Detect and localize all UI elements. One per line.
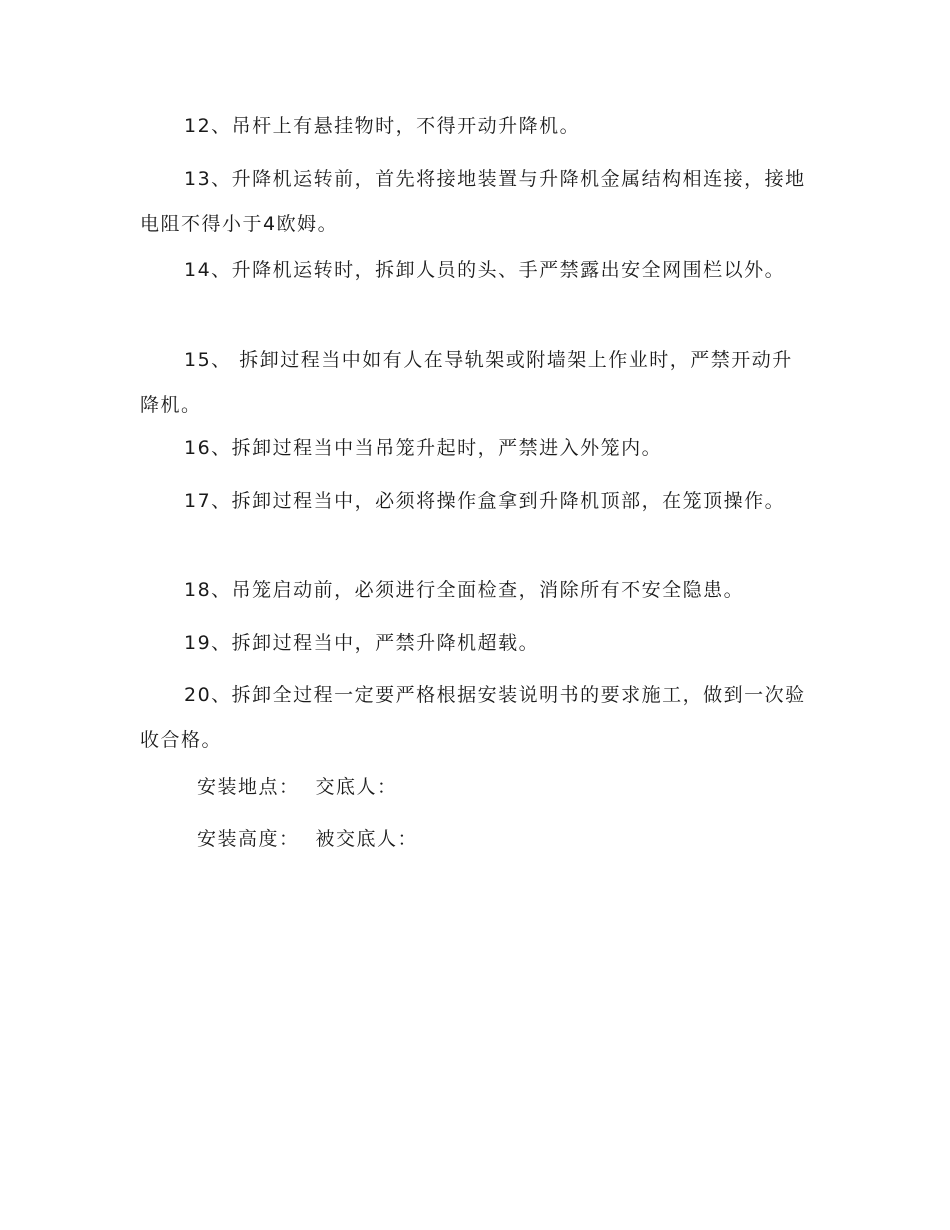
clause-12: 12、吊杆上有悬挂物时，不得开动升降机。 [184,115,581,137]
signature-row-location [197,772,398,802]
install-height-label: 安装高度： [197,828,300,850]
clause-19: 19、拆卸过程当中，严禁升降机超载。 [184,632,540,654]
recipient-person-label: 被交底人： [315,828,419,850]
handover-person-label: 交底人： [315,776,398,798]
clause-16: 16、拆卸过程当中当吊笼升起时，严禁进入外笼内。 [184,437,663,459]
clause-15: 15、 拆卸过程当中如有人在导轨架或附墙架上作业时，严禁开动升降机。 [140,349,793,416]
signature-row-height [197,824,418,854]
clause-14: 14、升降机运转时，拆卸人员的头、手严禁露出安全网围栏以外。 [184,259,786,281]
clause-18: 18、吊笼启动前，必须进行全面检查，消除所有不安全隐患。 [184,579,745,601]
clause-20: 20、拆卸全过程一定要严格根据安装说明书的要求施工，做到一次验收合格。 [140,684,806,751]
clause-13: 13、升降机运转前，首先将接地装置与升降机金属结构相连接，接地电阻不得小于4欧姆。 [140,168,806,235]
install-location-label: 安装地点： [197,776,300,798]
clause-17: 17、拆卸过程当中，必须将操作盒拿到升降机顶部，在笼顶操作。 [184,490,786,512]
